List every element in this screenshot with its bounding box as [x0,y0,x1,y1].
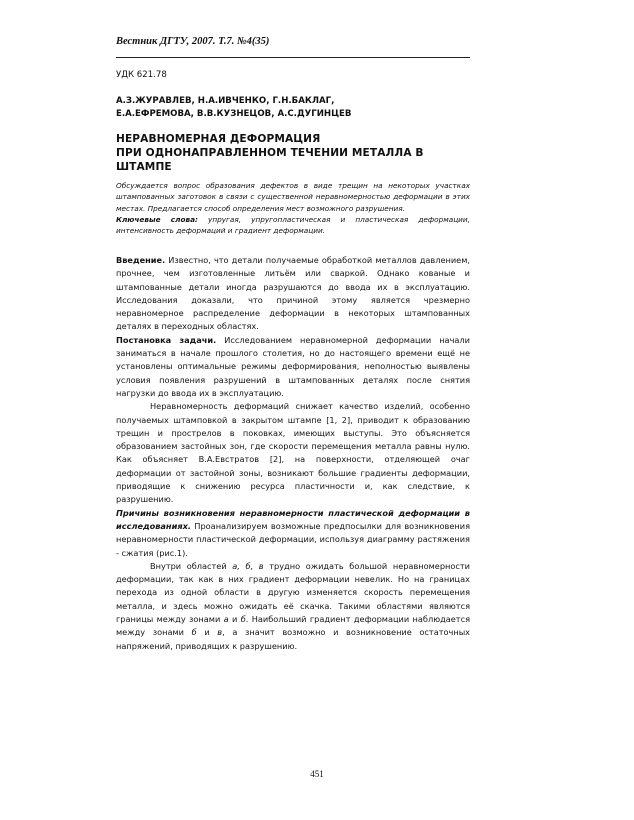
abstract-text: Обсуждается вопрос образования дефектов в виде трещин на некоторых участках штампованных заготовок в связи с существенной неравномерностью деформации в этих местах. Предлагается способ определения мест возможного разрушения. [116,181,470,213]
article-body [116,254,470,653]
causes-paragraph [116,507,470,560]
zones-text-b: трудно ожидать большой неравномерности деформации, так как в них градиент деформации невелик. Но на границах перехода из одной области в другую изменяется скорость перемещения металла, и здесь можно ожидать её скачка. Такими областями являются границы между зонами [116,560,471,625]
task-text: Исследованием неравномерной деформации начали заниматься в начале прошлого столетия, но до настоящего времени ещё не установлены оптимальные режимы деформирования, неполностью выявлены условия появления разрушений в штампованных деталях после снятия нагрузки до ввода их в эксплуатацию. [116,334,470,398]
task-label: Постановка задачи. [116,334,217,345]
zones-italic-1: а, б, в [232,560,264,571]
zones-text-f: , а значит возможно и возникновение остаточных напряжений, приводящих к разрушению. [116,627,470,651]
intro-paragraph [116,254,470,334]
page-number: 451 [310,769,324,779]
intro-text: Известно, что детали получаемые обработкой металлов давлением, прочнее, чем изготовленные литьём или сваркой. Однако кованые и штампованные детали иногда разрушаются до ввода их в эксплуатацию. Исследования доказали, что причиной этому является чрезмерно неравномерное распределение деформации в некоторых штампованных деталях в переходных областях. [116,255,470,332]
header-divider [116,57,470,58]
abstract [116,180,470,236]
causes-label: Причины возникновения неравномерности пластической деформации в исследованиях. [116,507,470,531]
keywords [116,214,470,237]
zones-italic-2: а [223,614,229,625]
zones-text-c: и [228,614,241,625]
zones-italic-5: в [217,627,223,638]
causes-text: Проанализируем возможные предпосылки для возникновения неравномерности пластической деформации, используя диаграмму растяжения - сжатия (рис.1). [116,520,470,558]
article-title [116,132,476,174]
keywords-text: упругая, упругопластическая и пластическая деформации, интенсивность деформаций и градиент деформации. [116,214,470,236]
title-line-1: НЕРАВНОМЕРНАЯ ДЕФОРМАЦИЯ [116,133,321,145]
title-line-2: ПРИ ОДНОНАПРАВЛЕННОМ ТЕЧЕНИИ МЕТАЛЛА В ШТАМПЕ [116,147,424,173]
authors-line-1: А.З.ЖУРАВЛЕВ, Н.А.ИВЧЕНКО, Г.Н.БАКЛАГ, [116,96,335,106]
udk-code: УДК 621.78 [116,70,167,80]
task-paragraph [116,334,470,400]
zones-text-a: Внутри областей [150,560,233,571]
keywords-label: Ключевые слова: [116,214,198,224]
zones-italic-4: б [191,627,197,638]
zones-paragraph [116,560,470,653]
intro-label: Введение. [116,255,166,265]
nonuniformity-paragraph: Неравномерность деформаций снижает качество изделий, особенно получаемых штамповкой в закрытом штампе [1, 2], приводит к образованию трещин и прострелов в поковках, имеющих выступы. Это объясняется образованием застойных зон, где скорости перемещения металла равны нулю. Как объясняет В.А.Евстратов [2], на поверхности, отделяющей очаг деформации от застойной зоны, возникают большие градиенты деформации, приводящие к снижению ресурса пластичности и, как следствие, к разрушению. [116,401,470,505]
zones-text-e: и [196,627,218,638]
zones-italic-3: б [240,614,246,625]
journal-header: Вестник ДГТУ, 2007. Т.7. №4(35) [116,36,270,47]
authors-line-2: Е.А.ЕФРЕМОВА, В.В.КУЗНЕЦОВ, А.С.ДУГИНЦЕВ [116,109,352,119]
zones-text-d: . Наибольший градиент деформации наблюдается между зонами [116,614,470,638]
authors [116,95,476,121]
